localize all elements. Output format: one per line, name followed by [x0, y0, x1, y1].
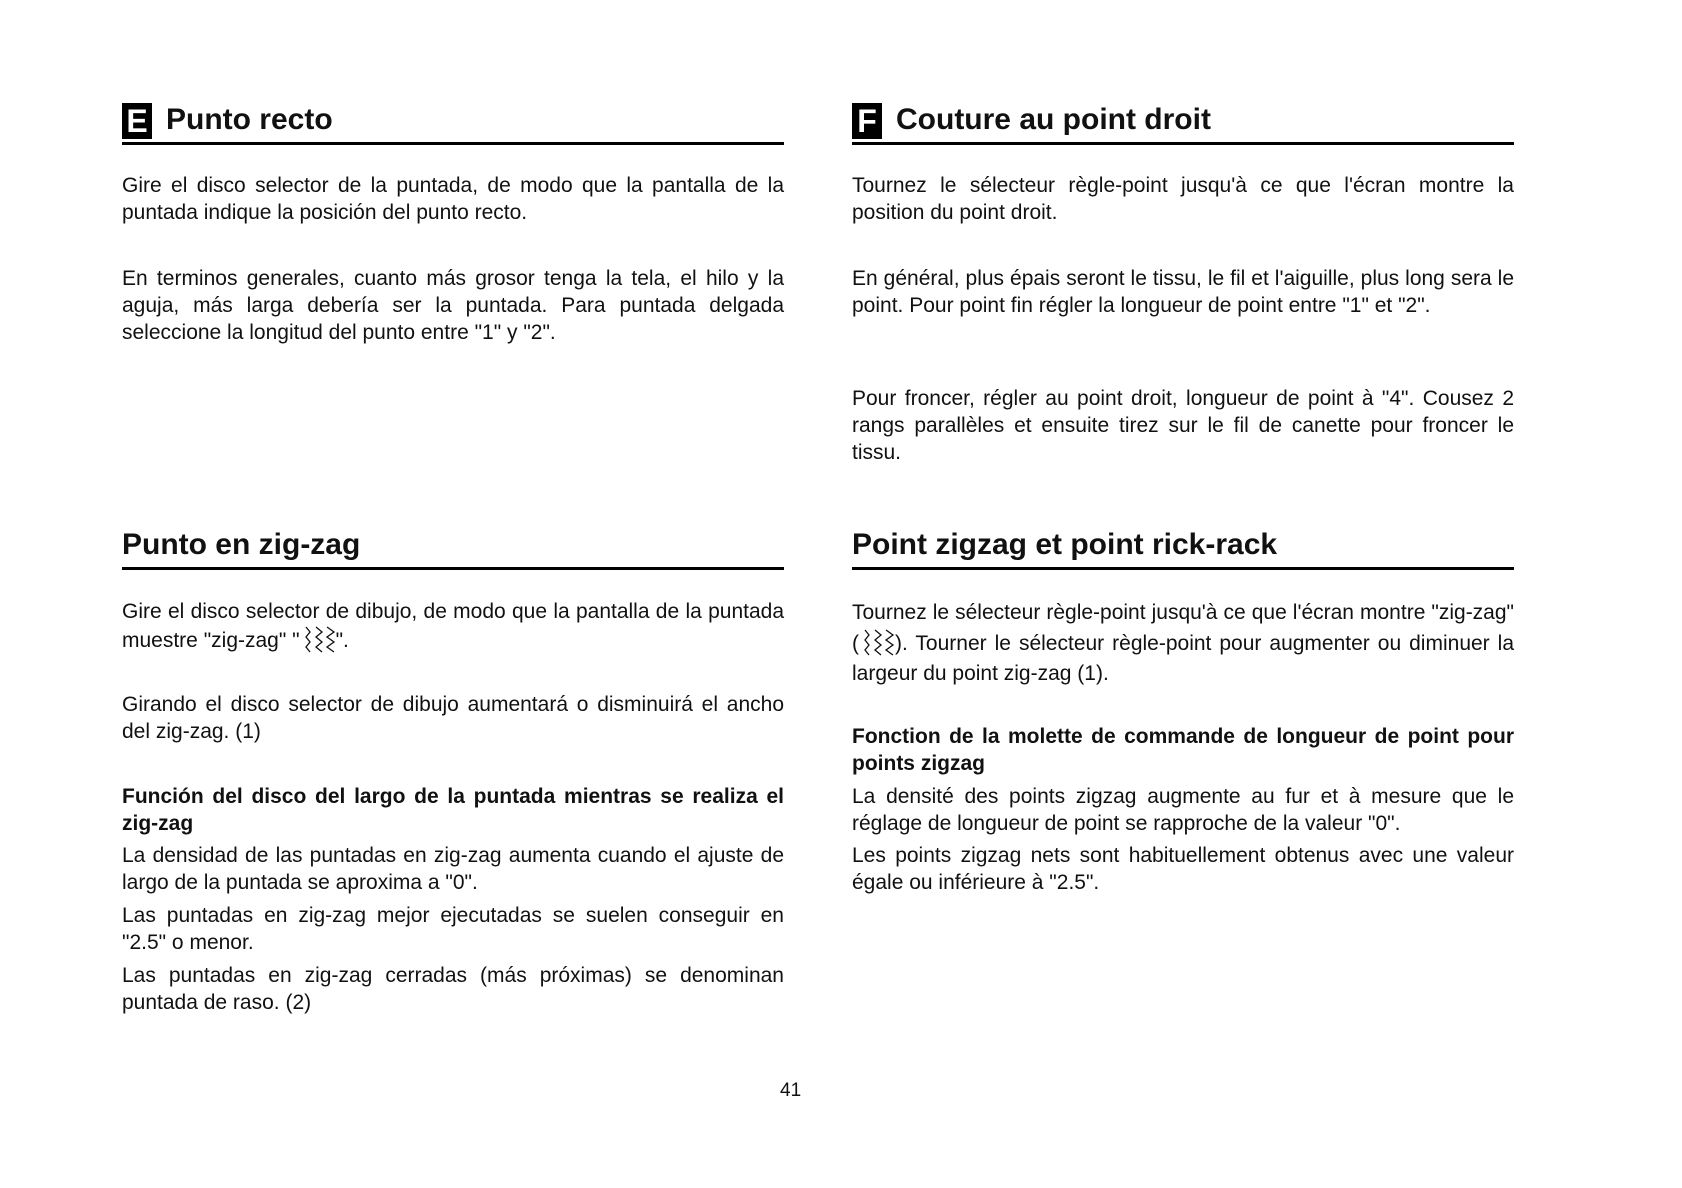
heading-text: Punto recto	[166, 103, 333, 136]
heading-text: Punto en zig-zag	[122, 528, 361, 561]
subheading: Función del disco del largo de la puntada mientras se realiza el zig-zag	[122, 785, 784, 835]
paragraph: Tournez le sélecteur règle-point jusqu'à ce que l'écran montre la position du point droit.	[852, 174, 1514, 224]
paragraph: La densité des points zigzag augmente au fur et à mesure que le réglage de longueur de point se rapproche de la valeur "0".	[852, 785, 1514, 835]
zigzag-stitch-icon	[300, 625, 336, 655]
zigzag-stitch-icon	[859, 628, 895, 658]
text: ".	[335, 629, 349, 652]
heading-text: Point zigzag et point rick-rack	[852, 528, 1278, 561]
text: Gire el disco selector de dibujo, de modo que la pantalla de la puntada muestre "zig-zag" "	[122, 600, 784, 652]
paragraph: En terminos generales, cuanto más grosor tenga la tela, el hilo y la aguja, más larga debería ser la puntada. Para puntada delgada seleccione la longitud del punto entre "1" y "2".	[122, 267, 784, 344]
text: ). Tourner le sélecteur règle-point pour augmenter ou diminuer la largeur du point zig-zag (1).	[852, 632, 1514, 685]
paragraph: La densidad de las puntadas en zig-zag aumenta cuando el ajuste de largo de la puntada se aproxima a "0".	[122, 844, 784, 894]
section-heading-couture-point-droit	[852, 101, 1514, 145]
paragraph: Girando el disco selector de dibujo aumentará o disminuirá el ancho del zig-zag. (1)	[122, 693, 784, 743]
language-badge-e: E	[122, 103, 152, 139]
paragraph: Gire el disco selector de la puntada, de modo que la pantalla de la puntada indique la posición del punto recto.	[122, 174, 784, 224]
subheading: Fonction de la molette de commande de longueur de point pour points zigzag	[852, 725, 1514, 775]
language-badge-f: F	[852, 103, 882, 139]
section-heading-point-zigzag	[852, 526, 1514, 570]
section-heading-punto-recto	[122, 101, 784, 145]
paragraph	[852, 598, 1514, 689]
section-heading-zigzag	[122, 526, 784, 570]
paragraph: Las puntadas en zig-zag mejor ejecutadas se suelen conseguir en "2.5" o menor.	[122, 904, 784, 954]
paragraph: Les points zigzag nets sont habituellement obtenus avec une valeur égale ou inférieure à "2.5".	[852, 844, 1514, 894]
paragraph	[122, 598, 784, 655]
page-number: 41	[780, 1080, 802, 1101]
paragraph: Pour froncer, régler au point droit, longueur de point à "4". Cousez 2 rangs parallèles et ensuite tirez sur le fil de canette pour froncer le tissu.	[852, 387, 1514, 464]
heading-text: Couture au point droit	[896, 103, 1211, 136]
paragraph: En général, plus épais seront le tissu, le fil et l'aiguille, plus long sera le point. Pour point fin régler la longueur de point entre "1" et "2".	[852, 267, 1514, 317]
text: Tournez le sélecteur règle-point jusqu'à ce que l'écran montre "zig-zag" (	[852, 601, 1514, 655]
paragraph: Las puntadas en zig-zag cerradas (más próximas) se denominan puntada de raso. (2)	[122, 964, 784, 1014]
